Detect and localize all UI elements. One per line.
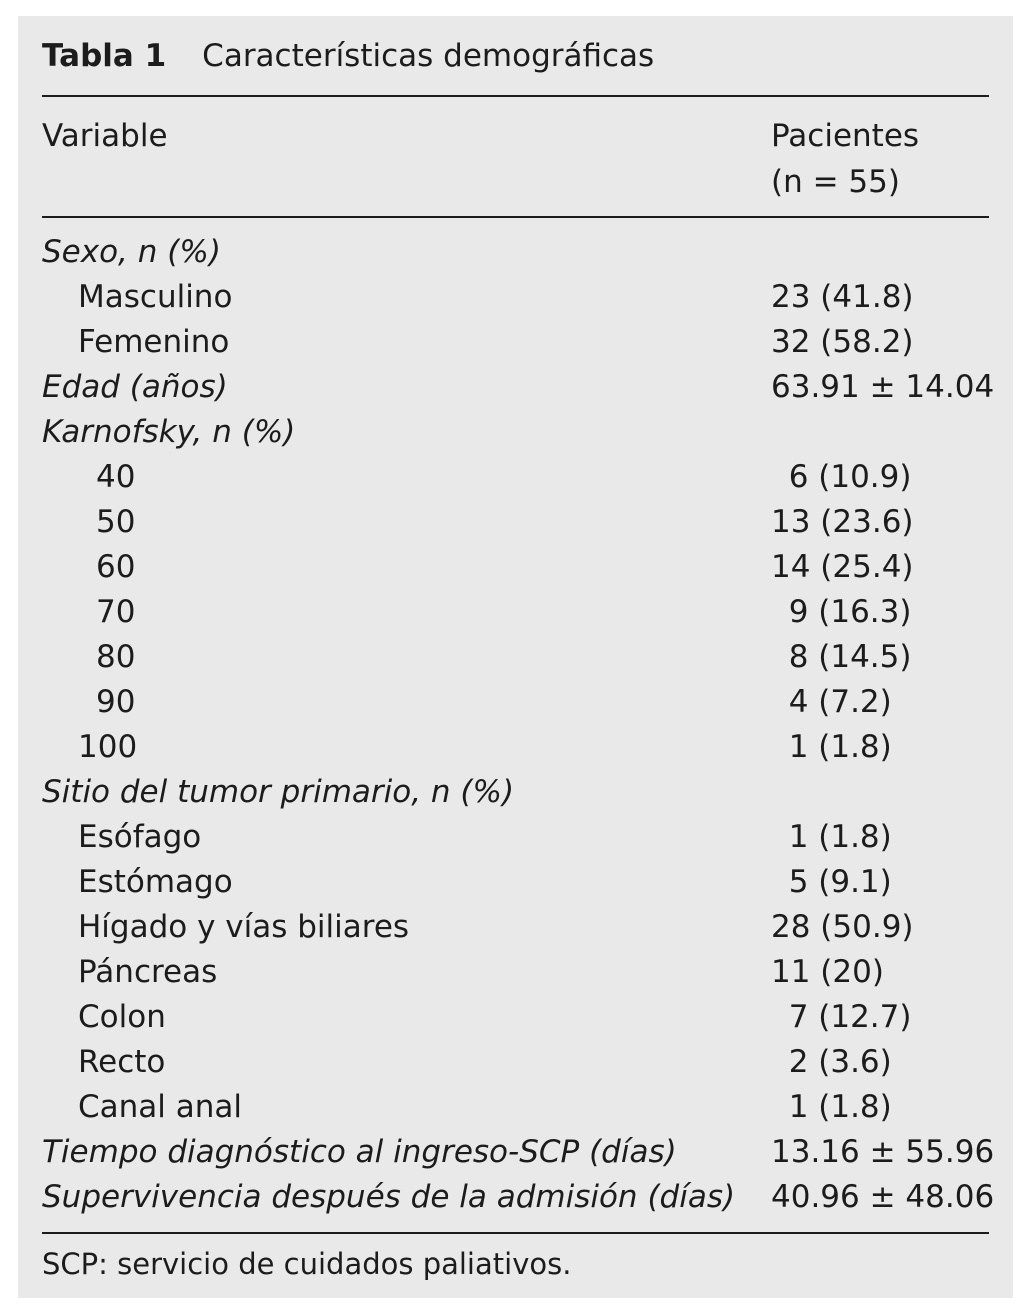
- top-rule: [42, 95, 989, 97]
- row-value: 14 (25.4): [771, 549, 914, 585]
- table-row: [42, 635, 989, 680]
- table-row: [42, 1130, 995, 1175]
- table-row: [42, 1040, 989, 1085]
- row-value: 32 (58.2): [771, 324, 914, 360]
- table-row: [42, 680, 989, 725]
- row-group-label: Tiempo diagnóstico al ingreso-SCP (días): [42, 1134, 677, 1170]
- row-value: 28 (50.9): [771, 909, 914, 945]
- table-row: [42, 860, 989, 905]
- header-rule: [42, 216, 989, 218]
- row-value: 23 (41.8): [771, 279, 914, 315]
- row-value: 63.91 ± 14.04: [771, 369, 995, 405]
- table-row: [42, 770, 989, 815]
- row-group-label: Supervivencia después de la admisión (días): [42, 1179, 736, 1215]
- table-row: [42, 275, 989, 320]
- row-value: 13 (23.6): [771, 504, 914, 540]
- table-row: [42, 1175, 995, 1220]
- table-row: [42, 815, 989, 860]
- row-value: 1 (1.8): [788, 819, 892, 855]
- table-row: [42, 410, 989, 455]
- row-variable-label: 40: [96, 459, 136, 495]
- row-value: 1 (1.8): [788, 1089, 892, 1125]
- row-value: 5 (9.1): [788, 864, 892, 900]
- table-title: Características demográficas: [202, 38, 655, 74]
- table-row: [42, 1085, 989, 1130]
- header-variable: Variable: [42, 118, 168, 154]
- row-variable-label: Recto: [78, 1044, 166, 1080]
- table-row: [42, 590, 989, 635]
- row-group-label: Karnofsky, n (%): [42, 414, 296, 450]
- table-row: [42, 905, 989, 950]
- table-row: [42, 320, 989, 365]
- table-caption: [42, 36, 654, 76]
- table-row: [42, 365, 995, 410]
- table-row: [42, 995, 989, 1040]
- row-variable-label: Hígado y vías biliares: [78, 909, 410, 945]
- row-value: 4 (7.2): [788, 684, 892, 720]
- row-variable-label: Estómago: [78, 864, 233, 900]
- row-variable-label: 50: [96, 504, 136, 540]
- row-value: 7 (12.7): [788, 999, 912, 1035]
- row-variable-label: Esófago: [78, 819, 202, 855]
- row-variable-label: Femenino: [78, 324, 230, 360]
- row-variable-label: Colon: [78, 999, 166, 1035]
- row-value: 13.16 ± 55.96: [771, 1134, 995, 1170]
- header-patients: Pacientes: [771, 118, 920, 154]
- row-value: 2 (3.6): [788, 1044, 892, 1080]
- table-row: [42, 725, 989, 770]
- table-footnote: SCP: servicio de cuidados paliativos.: [42, 1247, 572, 1281]
- table-row: [42, 230, 989, 275]
- table-row: [42, 545, 989, 590]
- row-group-label: Edad (años): [42, 369, 228, 405]
- row-variable-label: 70: [96, 594, 136, 630]
- row-variable-label: 60: [96, 549, 136, 585]
- bottom-rule: [42, 1232, 989, 1234]
- row-variable-label: 100: [78, 729, 138, 765]
- table-row: [42, 950, 989, 995]
- row-variable-label: 90: [96, 684, 136, 720]
- table-row: [42, 500, 989, 545]
- table-label: Tabla 1: [42, 38, 167, 74]
- row-variable-label: Masculino: [78, 279, 233, 315]
- row-variable-label: 80: [96, 639, 136, 675]
- row-value: 40.96 ± 48.06: [771, 1179, 995, 1215]
- row-group-label: Sexo, n (%): [42, 234, 221, 270]
- row-value: 9 (16.3): [788, 594, 912, 630]
- row-variable-label: Canal anal: [78, 1089, 243, 1125]
- row-value: 6 (10.9): [788, 459, 912, 495]
- row-variable-label: Páncreas: [78, 954, 218, 990]
- table-row: [42, 455, 989, 500]
- header-patients-n: (n = 55): [771, 164, 900, 200]
- row-value: 8 (14.5): [788, 639, 912, 675]
- row-value: 1 (1.8): [788, 729, 892, 765]
- row-value: 11 (20): [771, 954, 884, 990]
- row-group-label: Sitio del tumor primario, n (%): [42, 774, 515, 810]
